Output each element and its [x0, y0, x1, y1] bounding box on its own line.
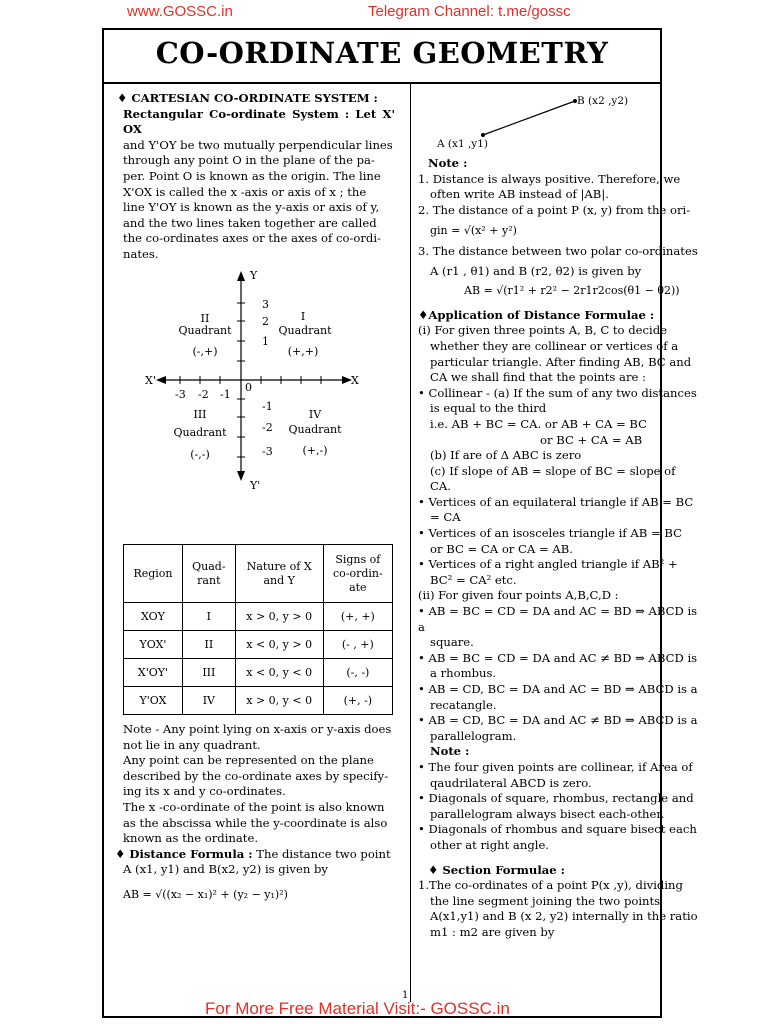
cartesian-line: line Y'OY is known as the y-axis or axis of y, [123, 200, 380, 215]
section-heading: ♦ Section Formulae : [428, 862, 565, 877]
table-header-cell: Quad- rant [182, 545, 235, 603]
application-line: particular triangle. After finding AB, BC and [430, 354, 692, 369]
quadrant-table [123, 544, 393, 715]
polar-distance-formula: AB = √(r1² + r2² − 2r1r2cos(θ1 − θ2)) [464, 284, 680, 298]
quadrant-note [115, 722, 395, 903]
table-cell: x > 0, y > 0 [235, 603, 323, 631]
application-list [418, 323, 698, 853]
origin-distance-formula: gin = √(x² + y²) [430, 224, 517, 238]
cartesian-line: and the two lines taken together are called [123, 215, 377, 230]
table-header-cell: Nature of X and Y [235, 545, 323, 603]
note-item: 3. The distance between two polar co-ordinates [418, 243, 698, 258]
table-cell: XOY [124, 603, 183, 631]
application-line: (c) If slope of AB = slope of BC = slope of CA. [430, 463, 676, 494]
point-b-label: B (x2 ,y2) [577, 95, 629, 107]
application-line: • Vertices of an equilateral triangle if AB = BC [418, 494, 694, 509]
quadrant-3-label: Quadrant [173, 426, 227, 439]
point-a-label: A (x1 ,y1) [437, 138, 489, 150]
note-item: A (r1 , θ1) and B (r2, θ2) is given by [430, 263, 642, 278]
application-line: • AB = BC = CD = DA and AC ≠ BD ⇒ ABCD is [418, 650, 698, 665]
section-line: m1 : m2 are given by [430, 924, 555, 939]
note-line: Note - Any point lying on x-axis or y-axis does [123, 722, 392, 736]
x-label: X [351, 374, 359, 387]
note-line: known as the ordinate. [123, 831, 259, 846]
cartesian-paragraph [117, 107, 395, 263]
table-header-cell: Signs of co-ordin- ate [323, 545, 392, 603]
y-tick-label: -1 [262, 400, 273, 413]
application-line: • Collinear - (a) If the sum of any two distances [418, 385, 697, 400]
table-header-cell: Region [124, 545, 183, 603]
quadrant-3-signs: (-,-) [190, 448, 210, 461]
application-line: • AB = CD, BC = DA and AC = BD ⇒ ABCD is a [418, 682, 698, 696]
distance-heading: ♦ Distance Formula : [115, 846, 253, 861]
application-line: • Vertices of an isosceles triangle if AB = BC [418, 526, 682, 541]
application-line: • Diagonals of rhombus and square bisect each [418, 822, 697, 837]
application-line: a rhombus. [430, 666, 497, 681]
left-column [117, 91, 395, 263]
y-label: Y [250, 269, 258, 282]
table-header-row [124, 545, 393, 603]
table-row [124, 631, 393, 659]
table-cell: IV [182, 687, 235, 715]
application-line: BC² = CA² etc. [430, 572, 517, 587]
table-cell: III [182, 659, 235, 687]
quadrant-1-label: Quadrant [278, 324, 332, 337]
cartesian-heading: ♦ CARTESIAN CO-ORDINATE SYSTEM : [117, 91, 378, 105]
application-line: parallelogram. [430, 728, 517, 743]
coordinate-graph [140, 265, 370, 495]
quadrant-2-label: Quadrant [178, 324, 232, 337]
table-cell: X'OY' [124, 659, 183, 687]
note-line: described by the co-ordinate axes by specify- [123, 768, 389, 783]
note-line: The x -co-ordinate of the point is also known [123, 799, 385, 814]
note-line: ing its x and y co-ordinates. [123, 784, 286, 799]
table-cell: (- , +) [323, 631, 392, 659]
quadrant-3-numeral: III [193, 408, 207, 421]
application-line: • Vertices of a right angled triangle if AB² + [418, 557, 678, 572]
y-tick-label: 3 [262, 298, 269, 311]
distance-line: A (x1, y1) and B(x2, y2) is given by [123, 862, 328, 877]
application-line: = CA [430, 510, 461, 525]
x-tick-label: -3 [175, 388, 186, 401]
right-column [418, 156, 700, 941]
quadrant-4-numeral: IV [308, 408, 322, 421]
page-title: CO-ORDINATE GEOMETRY [155, 36, 609, 70]
note-item: 1. Distance is always positive. Therefore, we [418, 171, 681, 186]
y-arrow-down-icon [237, 471, 245, 481]
y-tick-label: 1 [262, 335, 269, 348]
x-prime-label: X' [145, 374, 156, 387]
point-a-icon [481, 133, 485, 137]
table-cell: x < 0, y < 0 [235, 659, 323, 687]
table-row [124, 603, 393, 631]
x-tick-label: -2 [198, 388, 209, 401]
application-line: • AB = BC = CD = DA and AC = BD ⇒ ABCD is a [418, 604, 698, 634]
application-heading: ♦Application of Distance Formulae : [418, 307, 655, 322]
table-cell: YOX' [124, 631, 183, 659]
note-item: 2. The distance of a point P (x, y) from the ori- [418, 202, 691, 217]
table-cell: x > 0, y < 0 [235, 687, 323, 715]
application-line: recatangle. [430, 697, 497, 712]
site-link[interactable]: www.GOSSC.in [127, 3, 233, 20]
column-divider [410, 82, 411, 1002]
application-line: (b) If are of Δ ABC is zero [430, 448, 582, 463]
cartesian-line: nates. [123, 246, 159, 261]
application-line: • AB = CD, BC = DA and AC ≠ BD ⇒ ABCD is a [418, 713, 698, 728]
table-cell: II [182, 631, 235, 659]
quadrant-1-numeral: I [300, 310, 306, 323]
application-line: i.e. AB + BC = CA. or AB + CA = BC [430, 416, 648, 431]
application-line: square. [430, 635, 474, 650]
origin-label: 0 [245, 381, 252, 394]
note-heading: Note : [428, 156, 468, 170]
table-cell: (+, +) [323, 603, 392, 631]
section-line: the line segment joining the two points [430, 893, 661, 908]
table-cell: I [182, 603, 235, 631]
section-line: A(x1,y1) and B (x 2, y2) internally in the ratio [430, 909, 698, 924]
cartesian-line: X'OX is called the x -axis or axis of x ; the [123, 184, 367, 199]
table-cell: (-, -) [323, 659, 392, 687]
quadrant-4-label: Quadrant [288, 423, 342, 436]
application-line: (ii) For given four points A,B,C,D : [418, 588, 619, 603]
note-line: Any point can be represented on the plane [123, 753, 374, 768]
application-line: CA we shall find that the points are : [430, 370, 646, 385]
application-note-heading: Note : [430, 744, 470, 759]
section-line: 1.The co-ordinates of a point P(x ,y), dividing [418, 878, 683, 893]
application-line: parallelogram always bisect each-other. [430, 806, 665, 821]
quadrant-4-signs: (+,-) [302, 444, 328, 457]
cartesian-line: and Y'OY be two mutually perpendicular lines [123, 137, 393, 152]
cartesian-line: per. Point O is known as the origin. The line [123, 168, 381, 183]
note-line: as the abscissa while the y-coordinate is also [123, 815, 388, 830]
segment-figure [425, 90, 655, 152]
cartesian-line: Rectangular Co-ordinate System : Let X' OX [123, 106, 395, 137]
y-prime-label: Y' [250, 479, 261, 492]
quadrant-2-signs: (-,+) [192, 345, 218, 358]
y-arrow-up-icon [237, 271, 245, 281]
application-line: • The four given points are collinear, if Area of [418, 759, 693, 774]
title-divider [104, 82, 660, 84]
x-arrow-left-icon [156, 376, 166, 384]
distance-text: The distance two point [252, 846, 391, 861]
cartesian-line: the co-ordinates axes or the axes of co-ordi- [123, 231, 381, 246]
page-number: 1 [402, 990, 409, 1001]
table-row [124, 659, 393, 687]
segment-ab [483, 101, 575, 135]
note-line: not lie in any quadrant. [123, 737, 261, 752]
table-cell: (+, -) [323, 687, 392, 715]
table-cell: x < 0, y > 0 [235, 631, 323, 659]
application-line: is equal to the third [430, 401, 547, 416]
table-row [124, 687, 393, 715]
note-item: often write AB instead of |AB|. [430, 187, 609, 202]
y-tick-label: -2 [262, 421, 273, 434]
y-tick-label: -3 [262, 445, 273, 458]
application-line: • Diagonals of square, rhombus, rectangle and [418, 791, 694, 806]
quadrant-1-signs: (+,+) [287, 345, 319, 358]
application-line: (i) For given three points A, B, C to decide [418, 323, 667, 338]
application-line: other at right angle. [430, 837, 549, 852]
application-line: or BC + CA = AB [540, 432, 643, 447]
footer-link[interactable]: For More Free Material Visit:- GOSSC.in [205, 999, 510, 1018]
application-line: whether they are collinear or vertices of a [430, 338, 679, 353]
y-tick-label: 2 [262, 315, 269, 328]
x-tick-label: -1 [220, 388, 231, 401]
distance-formula: AB = √((x₂ − x₁)² + (y₂ − y₁)²) [123, 887, 288, 901]
telegram-link[interactable]: Telegram Channel: t.me/gossc [368, 3, 571, 20]
quadrant-2-numeral: II [200, 312, 210, 325]
application-line: or BC = CA or CA = AB. [430, 541, 573, 556]
cartesian-line: through any point O in the plane of the pa- [123, 153, 375, 168]
table-cell: Y'OX [124, 687, 183, 715]
application-line: qaudrilateral ABCD is zero. [430, 775, 592, 790]
